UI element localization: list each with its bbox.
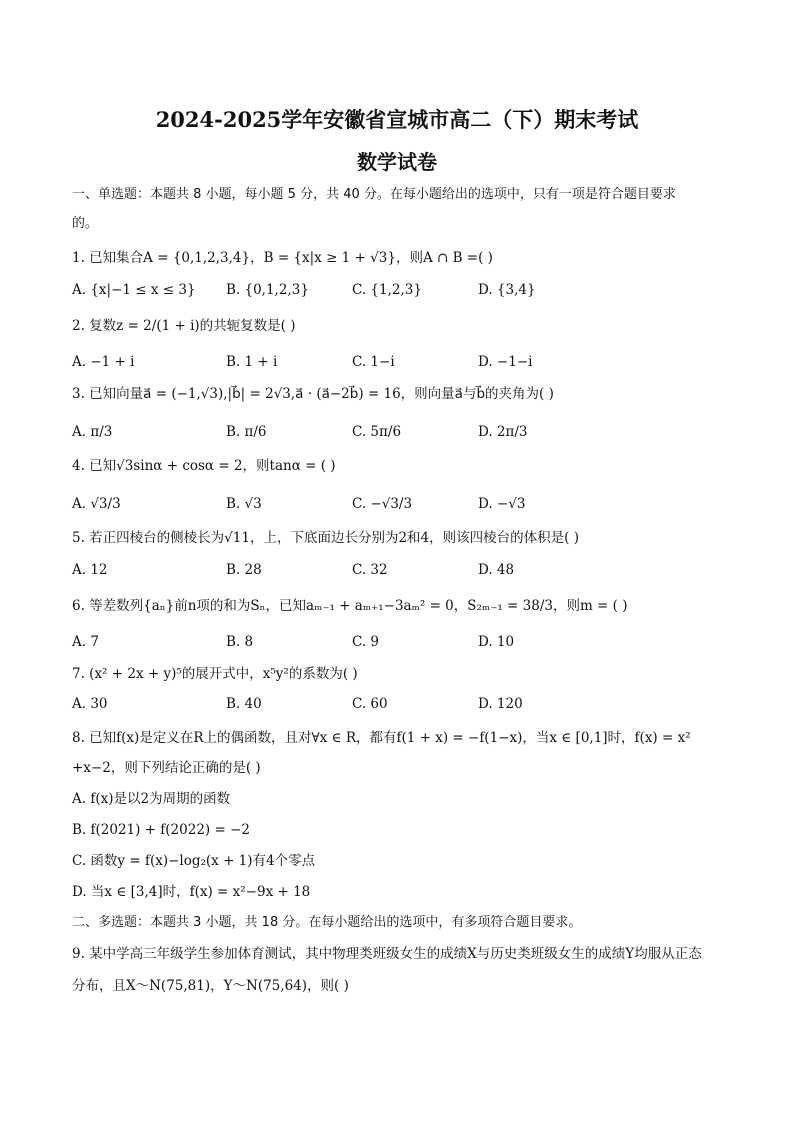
question-4-stem: 4. 已知√3sinα + cosα = 2，则tanα = ( ): [72, 458, 336, 474]
question-1-option-a: A. {x|−1 ≤ x ≤ 3}: [72, 282, 196, 298]
question-2-option-a: A. −1 + i: [72, 354, 135, 370]
question-3-option-b: B. π/6: [226, 424, 267, 440]
question-6-option-c: C. 9: [352, 634, 380, 650]
section-heading-single-cont: 的。: [72, 216, 99, 231]
question-8-option-b: B. f(2021) + f(2022) = −2: [72, 822, 250, 838]
page-title: 2024-2025学年安徽省宣城市高二（下）期末考试: [155, 107, 639, 132]
question-1-option-c: C. {1,2,3}: [352, 282, 422, 298]
question-1-option-d: D. {3,4}: [478, 282, 536, 298]
section-heading-multi: 二、多选题：本题共 3 小题，共 18 分。在每小题给出的选项中，有多项符合题目要求。: [72, 915, 582, 930]
question-3-option-c: C. 5π/6: [352, 424, 402, 440]
question-9-stem: 9. 某中学高三年级学生参加体育测试，其中物理类班级女生的成绩X与历史类班级女生的成绩Y均服从正态: [72, 946, 702, 962]
question-2-option-d: D. −1−i: [478, 354, 533, 370]
section-heading-single: 一、单选题：本题共 8 小题，每小题 5 分，共 40 分。在每小题给出的选项中，只有一项是符合题目要求: [72, 187, 676, 202]
question-8-stem: 8. 已知f(x)是定义在R上的偶函数，且对∀x ∈ R，都有f(1 + x) = −f(1−x)，当x ∈ [0,1]时，f(x) = x²: [72, 730, 691, 746]
question-6-option-d: D. 10: [478, 634, 515, 650]
question-4-option-c: C. −√3/3: [352, 496, 413, 512]
question-2-option-b: B. 1 + i: [226, 354, 278, 370]
question-6-stem: 6. 等差数列{aₙ}前n项的和为Sₙ，已知aₘ₋₁ + aₘ₊₁−3aₘ² = 0，S₂ₘ₋₁ = 38/3，则m = ( ): [72, 598, 628, 614]
question-5-stem: 5. 若正四棱台的侧棱长为√11，上，下底面边长分别为2和4，则该四棱台的体积是( ): [72, 530, 579, 546]
question-7-option-d: D. 120: [478, 696, 523, 712]
question-6-option-a: A. 7: [72, 634, 99, 650]
question-5-option-b: B. 28: [226, 562, 262, 578]
question-9-stem-cont: 分布，且X～N(75,81)，Y～N(75,64)，则( ): [72, 978, 349, 994]
question-3-option-d: D. 2π/3: [478, 424, 528, 440]
question-7-option-a: A. 30: [72, 696, 108, 712]
question-5-option-c: C. 32: [352, 562, 388, 578]
question-6-option-b: B. 8: [226, 634, 254, 650]
question-8-stem-cont: +x−2，则下列结论正确的是( ): [72, 760, 261, 776]
page-subtitle: 数学试卷: [357, 150, 437, 174]
question-4-option-a: A. √3/3: [72, 496, 121, 512]
question-8-option-a: A. f(x)是以2为周期的函数: [72, 791, 231, 807]
question-1-option-b: B. {0,1,2,3}: [226, 282, 309, 298]
question-4-option-d: D. −√3: [478, 496, 526, 512]
question-4-option-b: B. √3: [226, 496, 262, 512]
question-7-option-b: B. 40: [226, 696, 262, 712]
question-1-stem: 1. 已知集合A = {0,1,2,3,4}，B = {x|x ≥ 1 + √3}，则A ∩ B =( ): [72, 250, 493, 266]
question-8-option-d: D. 当x ∈ [3,4]时，f(x) = x²−9x + 18: [72, 884, 311, 900]
question-5-option-a: A. 12: [72, 562, 108, 578]
question-2-option-c: C. 1−i: [352, 354, 395, 370]
question-2-stem: 2. 复数z = 2/(1 + i)的共轭复数是( ): [72, 318, 296, 334]
question-3-stem: 3. 已知向量a⃗ = (−1,√3),|b⃗| = 2√3,a⃗ · (a⃗−2b⃗) = 16，则向量a⃗与b⃗的夹角为( ): [72, 386, 554, 402]
question-5-option-d: D. 48: [478, 562, 515, 578]
question-7-stem: 7. (x² + 2x + y)⁵的展开式中，x⁵y²的系数为( ): [72, 666, 358, 682]
question-3-option-a: A. π/3: [72, 424, 113, 440]
question-8-option-c: C. 函数y = f(x)−log₂(x + 1)有4个零点: [72, 853, 316, 869]
question-7-option-c: C. 60: [352, 696, 388, 712]
